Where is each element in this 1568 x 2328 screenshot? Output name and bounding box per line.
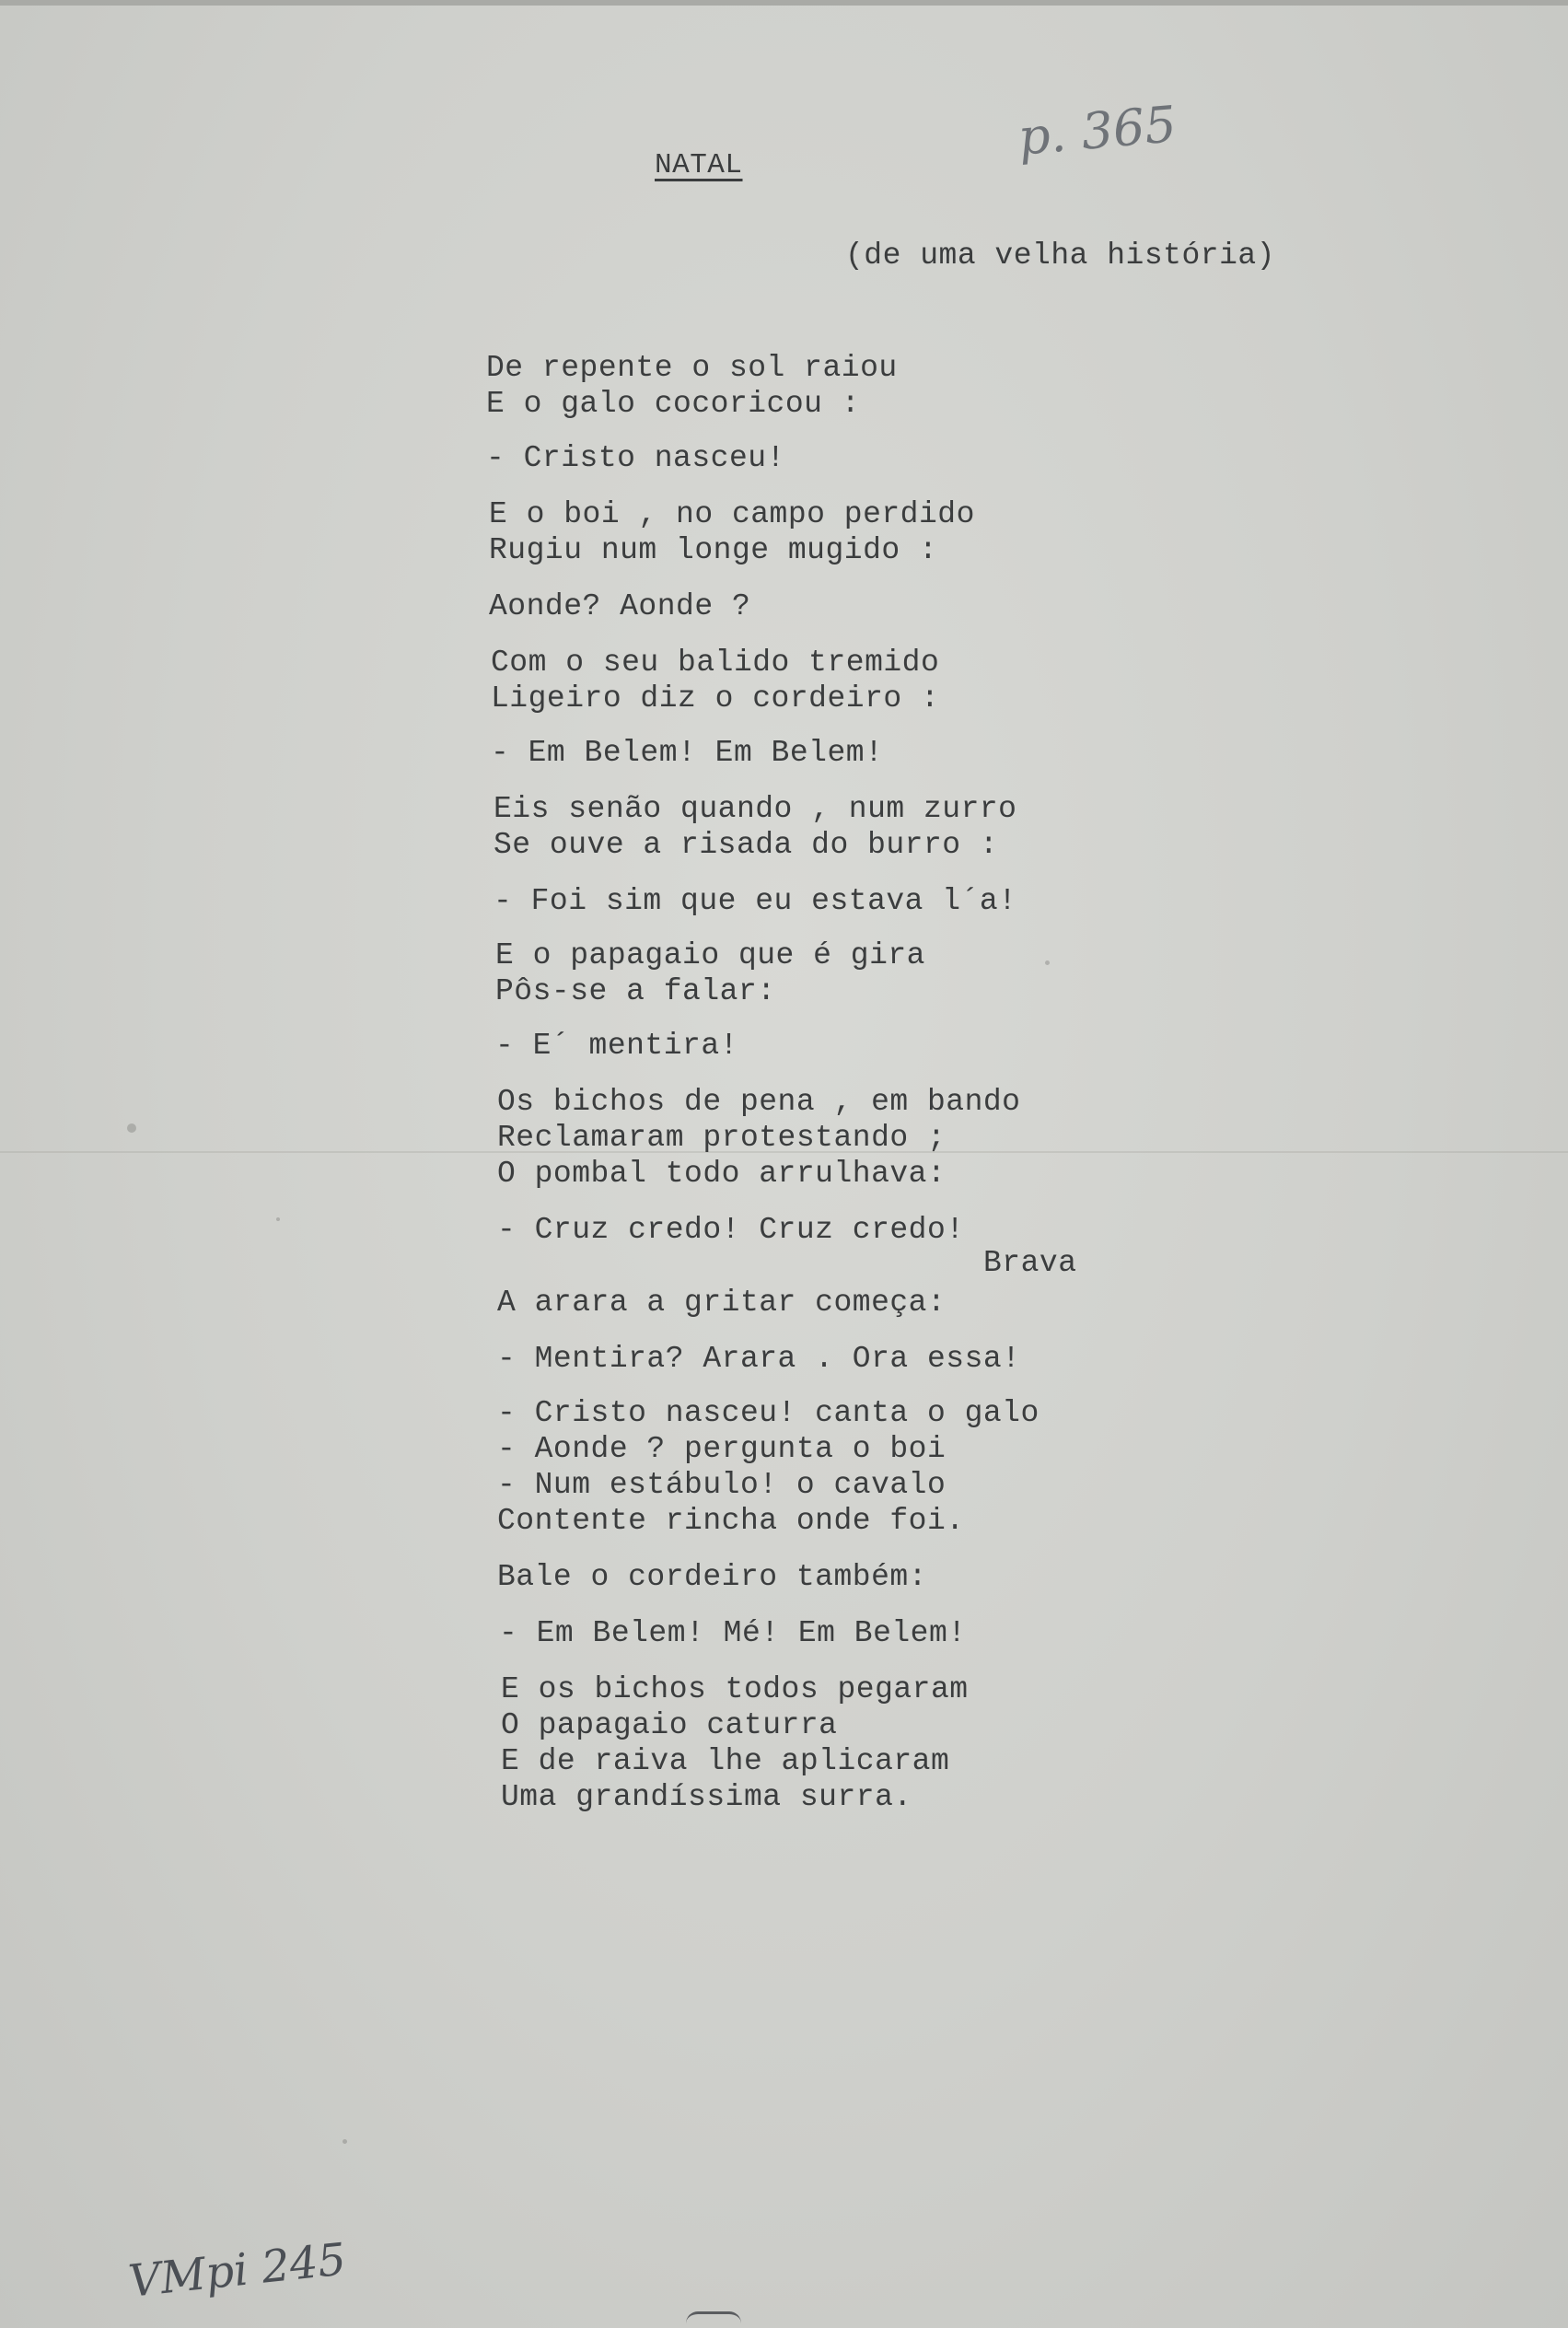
poem-aside-word: Brava xyxy=(983,1246,1077,1280)
poem-stanza xyxy=(489,496,1040,568)
poem-line: De repente o sol raiou xyxy=(486,351,898,385)
poem-line: E o galo cocoricou : xyxy=(486,387,861,421)
poem-line: - Em Belem! Em Belem! xyxy=(491,736,884,770)
poem-line: - Cruz credo! Cruz credo! xyxy=(497,1213,965,1247)
paper-spot xyxy=(276,1217,280,1221)
poem-stanza xyxy=(491,645,1040,716)
poem-stanza xyxy=(495,937,1040,1009)
bottom-ink-mark xyxy=(686,2311,741,2323)
poem-stanza xyxy=(497,1559,1040,1595)
page-number-note: p. 365 xyxy=(1016,95,1179,167)
poem-stanza xyxy=(489,588,1040,624)
poem-line: Bale o cordeiro também: xyxy=(497,1560,927,1594)
paper-spot xyxy=(1045,960,1050,965)
poem-subtitle: (de uma velha história) xyxy=(845,239,1275,273)
poem-body xyxy=(486,350,1040,1815)
poem-stanza xyxy=(486,350,1040,422)
poem-line: Se ouve a risada do burro : xyxy=(494,828,999,862)
poem-line: E de raiva lhe aplicaram xyxy=(501,1744,950,1778)
poem-line: Com o seu balido tremido xyxy=(491,646,940,680)
poem-stanza xyxy=(495,1028,1040,1064)
poem-line: E os bichos todos pegaram xyxy=(501,1672,969,1706)
poem-line: E o boi , no campo perdido xyxy=(489,497,975,531)
poem-line: Aonde? Aonde ? xyxy=(489,589,751,623)
paper-edge xyxy=(0,0,1568,6)
poem-line: Os bichos de pena , em bando xyxy=(497,1085,1021,1119)
paper-spot xyxy=(127,1123,136,1133)
poem-line: - Cristo nasceu! xyxy=(486,441,785,475)
poem-line: - Foi sim que eu estava l´a! xyxy=(494,884,1017,918)
poem-stanza xyxy=(499,1615,1040,1651)
poem-stanza xyxy=(501,1671,1040,1815)
poem-stanza xyxy=(497,1285,1040,1321)
poem-line: O papagaio caturra xyxy=(501,1708,838,1742)
catalog-mark: VMpi 245 xyxy=(126,2233,349,2308)
poem-line: - Em Belem! Mé! Em Belem! xyxy=(499,1616,967,1650)
poem-line: Reclamaram protestando ; xyxy=(497,1121,947,1155)
poem-line: E o papagaio que é gira xyxy=(495,938,925,972)
poem-stanza xyxy=(497,1395,1040,1539)
poem-line: Ligeiro diz o cordeiro : xyxy=(491,681,940,716)
poem-line: Uma grandíssima surra. xyxy=(501,1780,912,1814)
poem-line: - Num estábulo! o cavalo xyxy=(497,1468,947,1502)
poem-line: - Aonde ? pergunta o boi xyxy=(497,1432,947,1466)
poem-line: Rugiu num longe mugido : xyxy=(489,533,938,567)
poem-line: Eis senão quando , num zurro xyxy=(494,792,1017,826)
poem-stanza xyxy=(494,791,1040,863)
poem-line: O pombal todo arrulhava: xyxy=(497,1157,947,1191)
poem-stanza xyxy=(491,735,1040,771)
poem-line: - Mentira? Arara . Ora essa! xyxy=(497,1342,1021,1376)
poem-line: - E´ mentira! xyxy=(495,1029,738,1063)
paper-spot xyxy=(343,2139,347,2144)
poem-line: - Cristo nasceu! canta o galo xyxy=(497,1396,1040,1430)
poem-title: NATAL xyxy=(655,149,743,181)
poem-stanza xyxy=(497,1212,1040,1248)
poem-line: Contente rincha onde foi. xyxy=(497,1504,965,1538)
poem-stanza xyxy=(486,440,1040,476)
poem-line: A arara a gritar começa: xyxy=(497,1286,947,1320)
poem-stanza xyxy=(497,1084,1040,1192)
poem-stanza xyxy=(494,883,1040,919)
poem-line: Pôs-se a falar: xyxy=(495,974,776,1008)
poem-stanza xyxy=(497,1341,1040,1377)
